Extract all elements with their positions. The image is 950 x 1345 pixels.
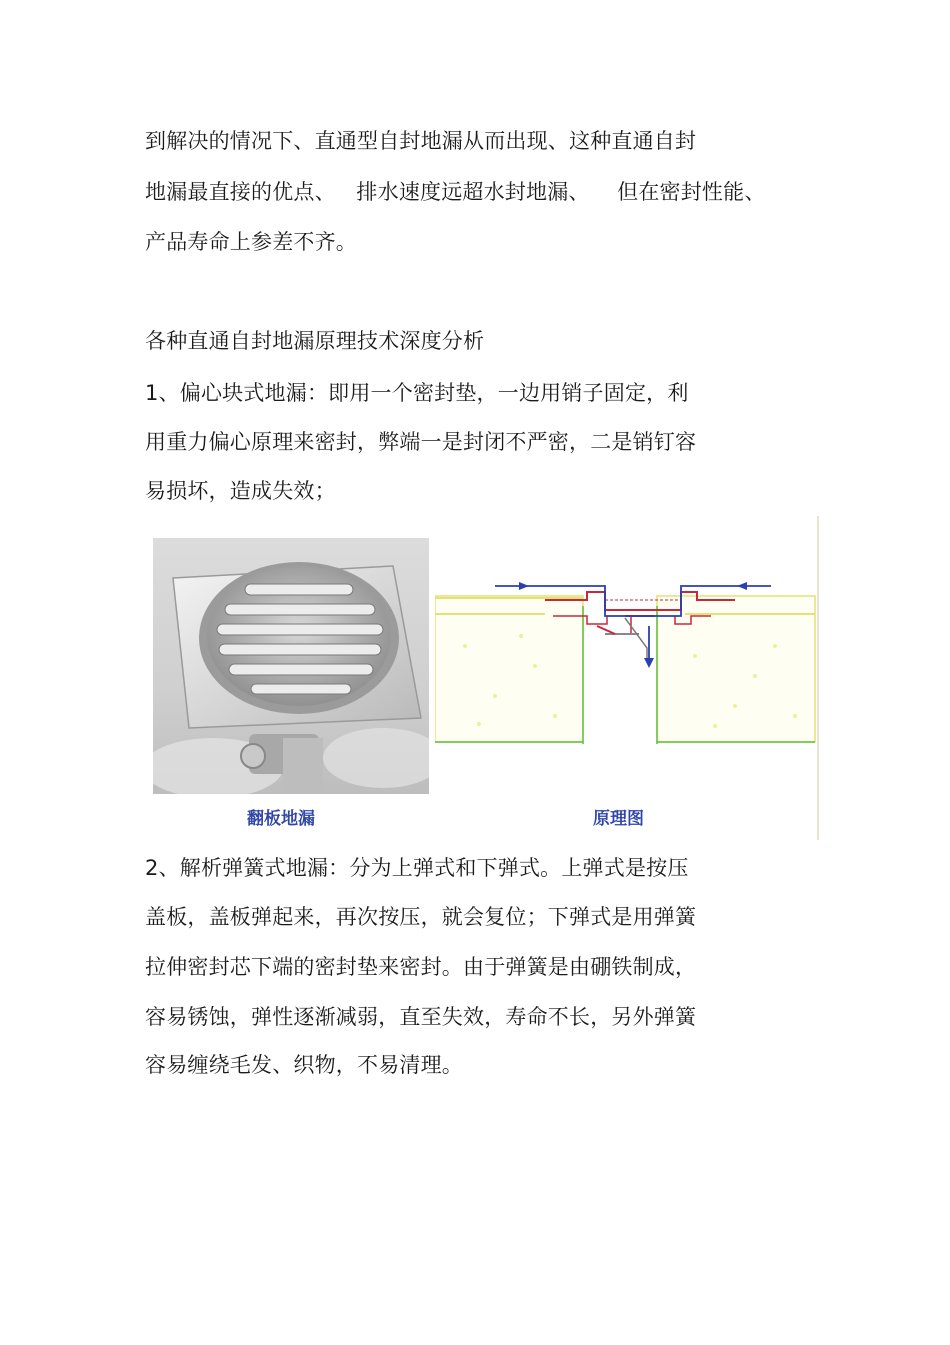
floor-drain-photo <box>153 538 429 794</box>
floor-drain-figure <box>143 516 819 840</box>
caption-principle-diagram: 原理图 <box>593 809 644 829</box>
left-slab <box>435 596 583 742</box>
item2-line-5: 容易缠绕毛发、织物，不易清理。 <box>145 1053 463 1077</box>
right-slab <box>657 596 815 742</box>
item2-line-4: 容易锈蚀，弹性逐渐减弱，直至失效，寿命不长，另外弹簧 <box>145 1005 697 1029</box>
figure-edge-line <box>817 516 819 840</box>
item2-line-1: 2、解析弹簧式地漏：分为上弹式和下弹式。上弹式是按压 <box>145 856 689 880</box>
principle-diagram <box>435 516 819 840</box>
section-title: 各种直通自封地漏原理技术深度分析 <box>145 329 485 353</box>
floor-drain-illustration <box>153 538 429 794</box>
intro-line-3: 产品寿命上参差不齐。 <box>145 230 357 254</box>
item2-line-2: 盖板，盖板弹起来，再次按压，就会复位；下弹式是用弹簧 <box>145 905 697 929</box>
caption-flap-drain: 翻板地漏 <box>247 809 315 829</box>
intro-line-1: 到解决的情况下、直通型自封地漏从而出现、这种直通自封 <box>145 129 697 153</box>
item1-line-1: 1、偏心块式地漏：即用一个密封垫，一边用销子固定，利 <box>145 381 689 405</box>
item1-line-2: 用重力偏心原理来密封，弊端一是封闭不严密，二是销钉容 <box>145 430 697 454</box>
item2-line-3: 拉伸密封芯下端的密封垫来密封。由于弹簧是由硼铁制成， <box>145 955 697 979</box>
intro-line-2: 地漏最直接的优点、 排水速度远超水封地漏、 但在密封性能、 <box>145 180 766 204</box>
item1-line-3: 易损坏，造成失效； <box>145 479 336 503</box>
